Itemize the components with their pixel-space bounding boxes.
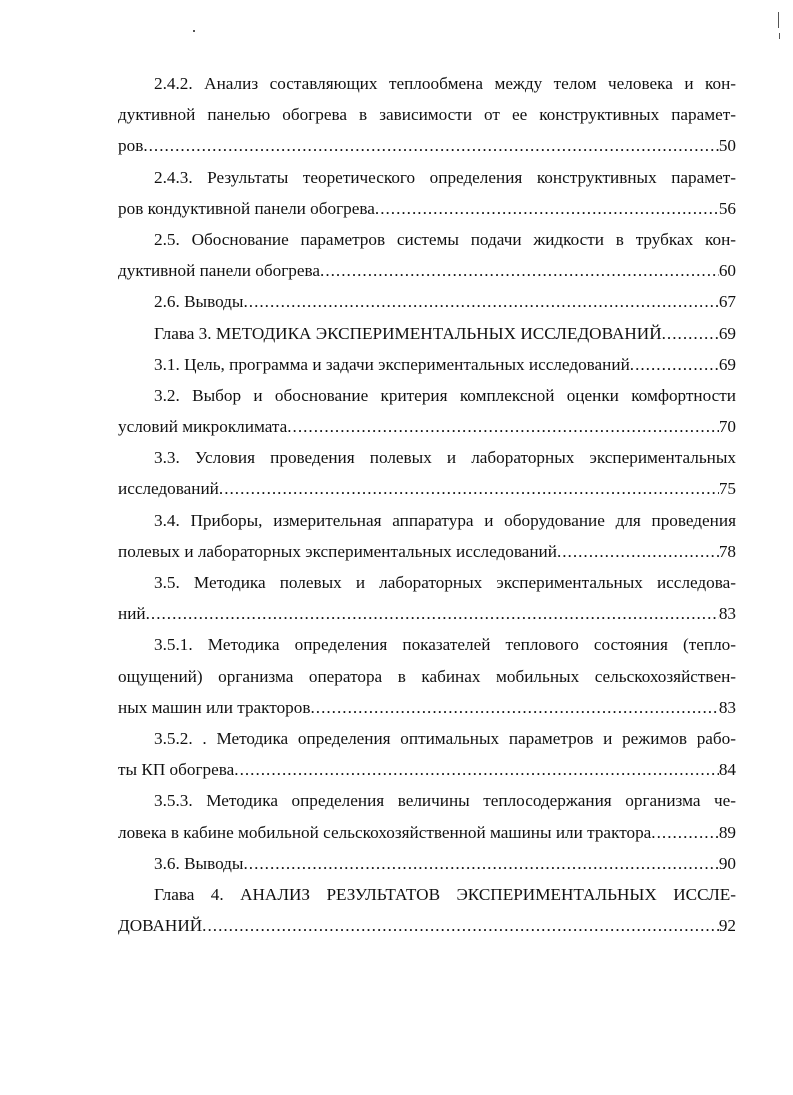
toc-entry-line: ощущений) организма оператора в кабинах мобильных сельскохозяйствен- [118, 666, 736, 686]
toc-entry-text: ний [118, 604, 146, 624]
dot-leader [375, 193, 719, 224]
page-number: 83 [718, 604, 736, 624]
table-of-contents [118, 68, 736, 941]
toc-entry-last-line [118, 817, 736, 848]
page-number: 84 [718, 760, 736, 780]
toc-entry-3-3 [118, 442, 736, 504]
page-number: 60 [718, 261, 736, 281]
toc-entry-2-4-2 [118, 68, 736, 162]
toc-entry-line: 3.3. Условия проведения полевых и лабораторных экспериментальных [154, 448, 736, 468]
toc-entry-line: 3.5.2. . Методика определения оптимальных параметров и режимов рабо- [154, 728, 736, 748]
toc-entry-line: 3.5.3. Методика определения величины теплосодержания организма че- [154, 791, 736, 811]
toc-entry-last-line [118, 910, 736, 941]
toc-entry-text: ты КП обогрева [118, 760, 235, 780]
toc-entry-text: ров [118, 136, 144, 156]
page-number: 69 [718, 354, 736, 374]
toc-entry-line: 3.4. Приборы, измерительная аппаратура и оборудование для проведения [154, 510, 736, 530]
toc-entry-text: полевых и лабораторных экспериментальных исследований [118, 541, 557, 561]
dot-leader [662, 318, 719, 349]
toc-entry-3-5-1 [118, 629, 736, 723]
toc-entry-2-6 [118, 286, 736, 317]
dot-leader [310, 692, 718, 723]
toc-entry-text: 2.6. Выводы [154, 292, 244, 312]
page-number: 78 [718, 541, 736, 561]
toc-entry-3-6 [118, 848, 736, 879]
toc-entry-3-5 [118, 567, 736, 629]
toc-entry-3-1 [118, 349, 736, 380]
toc-entry-text: Глава 3. МЕТОДИКА ЭКСПЕРИМЕНТАЛЬНЫХ ИССЛЕДОВАНИЙ [154, 323, 662, 343]
toc-entry-line: дуктивной панелью обогрева в зависимости от ее конструктивных парамет- [118, 105, 736, 125]
toc-entry-line: 2.4.2. Анализ составляющих теплообмена между телом человека и кон- [154, 74, 736, 93]
page-number: 69 [718, 323, 736, 343]
dot-leader [243, 848, 718, 879]
toc-entry-text: ловека в кабине мобильной сельскохозяйственной машины или трактора [118, 822, 652, 842]
toc-entry-chapter-4 [118, 879, 736, 941]
scan-edge-mark [778, 12, 779, 28]
toc-entry-text: ДОВАНИЙ [118, 916, 203, 936]
toc-entry-2-5 [118, 224, 736, 286]
toc-entry-last-line [118, 349, 736, 380]
toc-entry-last-line [118, 754, 736, 785]
page-number: 89 [718, 822, 736, 842]
page-number: 75 [718, 479, 736, 499]
toc-entry-last-line [118, 692, 736, 723]
toc-entry-line: 2.5. Обоснование параметров системы подачи жидкости в трубках кон- [154, 229, 736, 249]
dot-leader [651, 817, 719, 848]
page-number: 56 [718, 198, 736, 218]
page-number: 90 [718, 853, 736, 873]
toc-entry-line: 2.4.3. Результаты теоретического определения конструктивных парамет- [154, 167, 736, 187]
toc-entry-line: 3.2. Выбор и обоснование критерия комплексной оценки комфортности [154, 385, 736, 405]
page-number: 70 [718, 417, 736, 437]
scan-speck [193, 30, 195, 32]
toc-entry-text: 3.1. Цель, программа и задачи экспериментальных исследований [154, 354, 630, 374]
scan-edge-mark [779, 33, 780, 39]
dot-leader [219, 473, 719, 504]
toc-entry-last-line [118, 318, 736, 349]
toc-entry-chapter-3 [118, 318, 736, 349]
toc-entry-last-line [118, 598, 736, 629]
toc-entry-last-line [118, 130, 736, 161]
toc-entry-line: 3.5.1. Методика определения показателей теплового состояния (тепло- [154, 635, 736, 655]
dot-leader [557, 536, 719, 567]
page-number: 67 [718, 292, 736, 312]
toc-entry-text: 3.6. Выводы [154, 853, 244, 873]
dot-leader [243, 286, 718, 317]
toc-entry-last-line [118, 473, 736, 504]
toc-entry-last-line [118, 536, 736, 567]
toc-entry-text: условий микроклимата [118, 417, 288, 437]
toc-entry-last-line [118, 411, 736, 442]
dot-leader [146, 598, 719, 629]
toc-entry-text: ных машин или тракторов [118, 697, 311, 717]
toc-entry-3-5-3 [118, 785, 736, 847]
page-number: 92 [718, 916, 736, 936]
toc-entry-3-5-2 [118, 723, 736, 785]
toc-entry-last-line [118, 193, 736, 224]
dot-leader [234, 754, 719, 785]
toc-entry-3-4 [118, 505, 736, 567]
toc-entry-text: исследований [118, 479, 219, 499]
dot-leader [143, 130, 719, 161]
toc-entry-2-4-3 [118, 162, 736, 224]
toc-entry-text: дуктивной панели обогрева [118, 261, 321, 281]
toc-entry-text: ров кондуктивной панели обогрева [118, 198, 375, 218]
dot-leader [630, 349, 719, 380]
page-number: 83 [718, 697, 736, 717]
page-number: 50 [718, 136, 736, 156]
toc-entry-last-line [118, 848, 736, 879]
dot-leader [320, 255, 719, 286]
toc-entry-3-2 [118, 380, 736, 442]
dot-leader [202, 910, 719, 941]
toc-entry-last-line [118, 286, 736, 317]
toc-entry-line: 3.5. Методика полевых и лабораторных экспериментальных исследова- [154, 573, 736, 592]
dot-leader [287, 411, 719, 442]
toc-entry-last-line [118, 255, 736, 286]
toc-entry-line: Глава 4. АНАЛИЗ РЕЗУЛЬТАТОВ ЭКСПЕРИМЕНТАЛЬНЫХ ИССЛЕ- [154, 884, 736, 904]
